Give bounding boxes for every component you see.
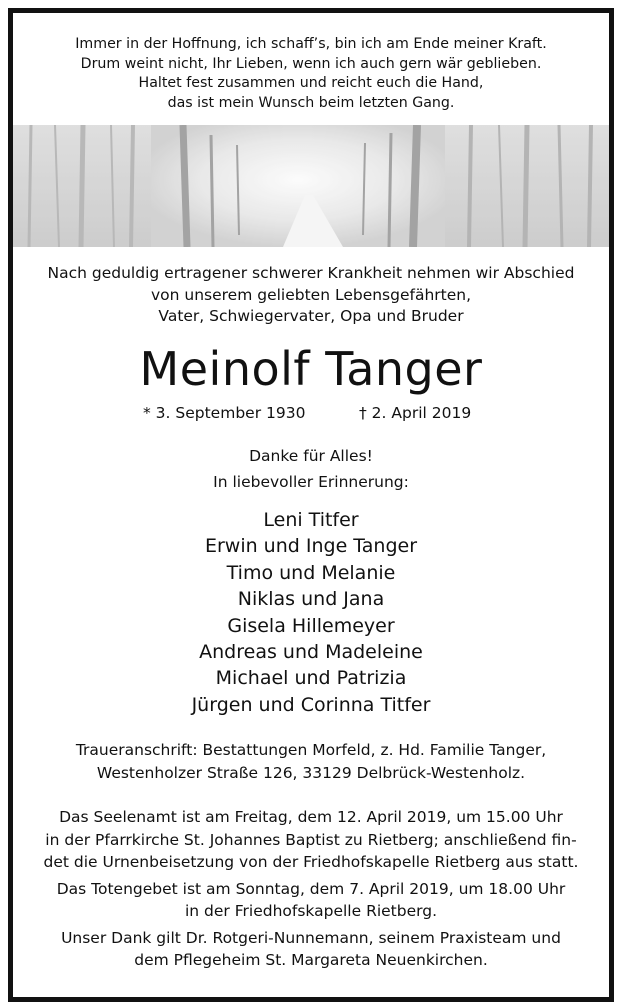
intro-line: von unserem geliebten Lebensgefährten,	[150, 285, 472, 304]
address-line: Traueranschrift: Bestattungen Morfeld, z. Hd. Familie Tanger,	[75, 741, 547, 759]
poem-line: das ist mein Wunsch beim letzten Gang.	[167, 94, 455, 111]
prayer-line: Das Totengebet ist am Sonntag, dem 7. April 2019, um 18.00 Uhr	[56, 879, 566, 898]
intro-text	[13, 263, 609, 328]
poem-line: Haltet fest zusammen und reicht euch die Hand,	[138, 75, 484, 91]
forest-path-photo	[13, 125, 609, 247]
poem-line: Immer in der Hoffnung, ich schaff’s, bin ich am Ende meiner Kraft.	[75, 36, 547, 52]
service-notices	[13, 806, 609, 972]
address-line: Westenholzer Straße 126, 33129 Delbrück-Westenholz.	[96, 764, 526, 782]
gratitude-line: dem Pflegeheim St. Margareta Neuenkirchen.	[134, 951, 488, 969]
mourning-address	[13, 739, 609, 785]
requiem-line: in der Pfarrkirche St. Johannes Baptist zu Rietberg; anschließend fin-	[45, 830, 577, 849]
birth-date: * 3. September 1930	[143, 404, 306, 422]
thanks-block	[13, 443, 609, 495]
requiem-line: Das Seelenamt ist am Freitag, dem 12. April 2019, um 15.00 Uhr	[59, 808, 563, 826]
mourner-name: Gisela Hillemeyer	[227, 614, 395, 637]
prayer-line: in der Friedhofskapelle Rietberg.	[185, 902, 437, 920]
deceased-name: Meinolf Tanger	[139, 342, 483, 396]
mourner-name: Leni Titfer	[263, 509, 359, 531]
mourner-name: Timo und Melanie	[226, 561, 396, 584]
mourner-name: Jürgen und Corinna Titfer	[191, 693, 431, 716]
death-date: † 2. April 2019	[359, 404, 472, 422]
intro-line: Vater, Schwiegervater, Opa und Bruder	[158, 307, 464, 325]
mourner-name: Michael und Patrizia	[215, 667, 407, 690]
memory-label: In liebevoller Erinnerung:	[213, 473, 409, 491]
mourner-name: Niklas und Jana	[237, 588, 385, 611]
obituary-frame	[8, 8, 614, 1002]
thanks-text: Danke für Alles!	[249, 447, 373, 465]
intro-line: Nach geduldig ertragener schwerer Krankheit nehmen wir Abschied	[47, 264, 575, 282]
gratitude-line: Unser Dank gilt Dr. Rotgeri-Nunnemann, seinem Praxisteam und	[61, 928, 561, 947]
mourner-name: Erwin und Inge Tanger	[204, 535, 418, 558]
requiem-line: det die Urnenbeisetzung von der Friedhofskapelle Rietberg aus statt.	[43, 853, 579, 871]
poem-line: Drum weint nicht, Ihr Lieben, wenn ich auch gern wär geblieben.	[80, 55, 542, 72]
poem	[13, 35, 609, 113]
mourners-list	[13, 507, 609, 718]
mourner-name: Andreas und Madeleine	[199, 641, 423, 664]
